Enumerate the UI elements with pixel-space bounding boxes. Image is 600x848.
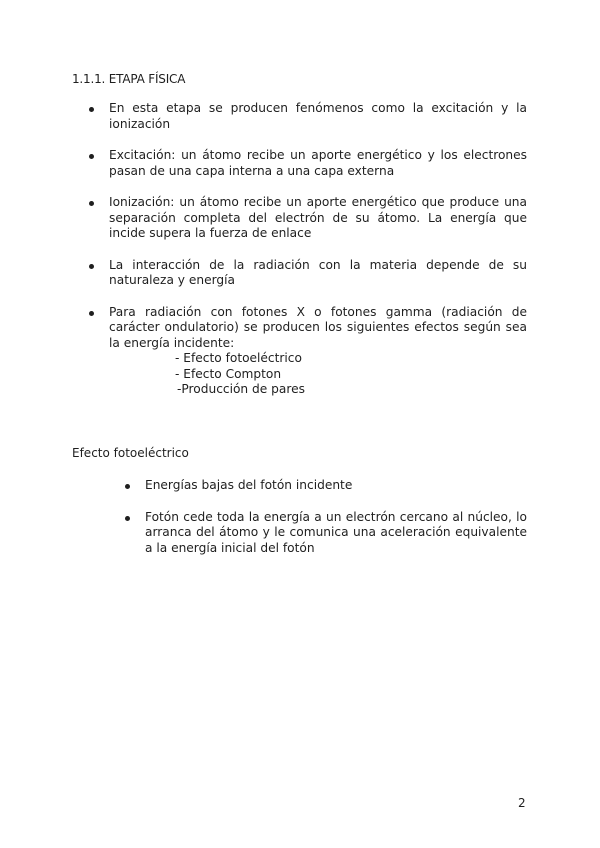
bullet-dot-icon [89,264,94,269]
list-item [145,510,527,557]
bullet-dot-icon [89,107,94,112]
list-item-text: Fotón cede toda la energía a un electrón cercano al núcleo, lo arranca del átomo y le comunica una aceleración equivalente a la energía inicial del fotón [145,509,527,555]
section-heading: 1.1.1. ETAPA FÍSICA [72,72,186,86]
list-item [145,478,527,494]
page-number: 2 [518,796,526,810]
section-title-efecto-fotoelectrico: Efecto fotoeléctrico [72,446,189,460]
effect-item-compton: - Efecto Compton [175,366,282,381]
bullet-list-etapa-fisica [109,101,527,414]
bullet-dot-icon [89,154,94,159]
list-item [109,195,527,242]
bullet-dot-icon [125,516,130,521]
list-item-text: Ionización: un átomo recibe un aporte energético que produce una separación completa del electrón de su átomo. La energía que incide supera la fuerza de enlace [109,195,527,240]
list-item-text: En esta etapa se producen fenómenos como la excitación y la ionización [109,101,527,131]
bullet-list-efecto-fotoelectrico [145,478,527,572]
effect-item-fotoelectrico: - Efecto fotoeléctrico [175,351,302,365]
list-item-text: Excitación: un átomo recibe un aporte energético y los electrones pasan de una capa interna a una capa externa [109,148,527,178]
list-item-text: Energías bajas del fotón incidente [145,478,353,492]
list-item [109,148,527,179]
list-item [109,258,527,289]
list-item-text: La interacción de la radiación con la materia depende de su naturaleza y energía [109,257,527,287]
list-item [109,305,527,398]
bullet-dot-icon [89,311,94,316]
bullet-dot-icon [125,484,130,489]
bullet-dot-icon [89,201,94,206]
list-item-text: Para radiación con fotones X o fotones gamma (radiación de carácter ondulatorio) se producen los siguientes efectos según sea la energía incidente: [109,304,527,350]
list-item [109,101,527,132]
effect-item-pares: -Producción de pares [177,382,305,396]
